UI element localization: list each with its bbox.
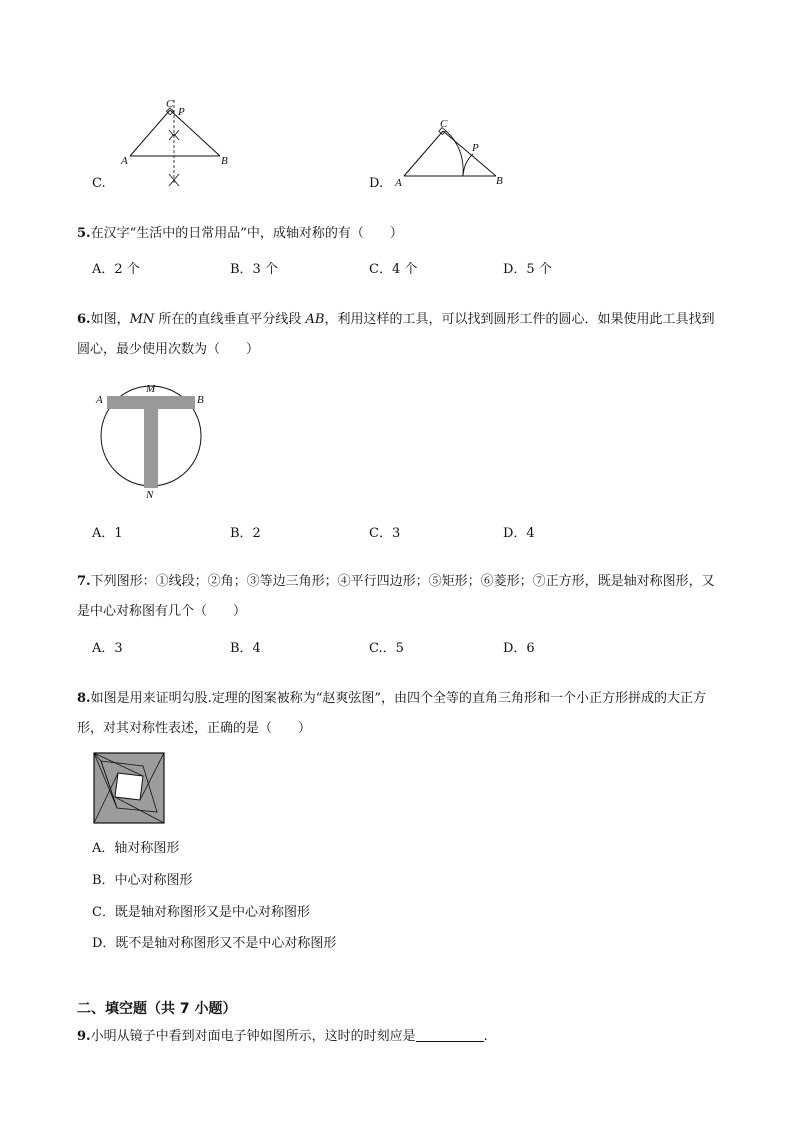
question-7-text: 下列图形：①线段；②角；③等边三角形；④平行四边形；⑤矩形；⑥菱形；⑦正方形，既是轴对称图形，又是中心对称图有几个（ ） (77, 574, 715, 619)
fig-c-label-p: P (178, 106, 185, 118)
question-5 (77, 219, 727, 249)
question-7 (77, 567, 727, 627)
q6-option-a[interactable]: A．1 (92, 526, 123, 541)
question-6-ab: AB (305, 312, 325, 327)
question-7-number: 7. (77, 574, 91, 589)
q5-option-a[interactable]: A．2 个 (92, 262, 140, 277)
question-6-number: 6. (77, 312, 91, 327)
figure-d (390, 116, 520, 192)
fig-d-label-p: P (472, 142, 479, 154)
fig-c-label-b: B (221, 155, 228, 167)
t-square-label-m: M (146, 383, 156, 395)
answer-blank[interactable] (416, 1027, 484, 1042)
question-6-text-a: 如图， (90, 312, 130, 327)
q7-option-c[interactable]: C.．5 (369, 641, 404, 656)
q6-option-c[interactable]: C．3 (369, 526, 401, 541)
question-8 (77, 684, 727, 744)
q5-option-c[interactable]: C．4 个 (369, 262, 418, 277)
q8-option-c[interactable]: C．既是轴对称图形又是中心对称图形 (92, 905, 310, 920)
fig-d-label-c: C (440, 118, 448, 130)
zhao-shuang-diagram (93, 752, 165, 824)
question-6-text-b: 所在的直线垂直平分线段 (154, 312, 306, 327)
question-6-mn: MN (129, 312, 155, 327)
q6-option-b[interactable]: B．2 (230, 526, 261, 541)
option-d-label: D. (369, 176, 384, 191)
question-8-number: 8. (77, 691, 91, 706)
question-6-text-c: ，利用这样的工具，可以找到圆形工件的圆心．如果使用此工具找到圆心，最少使用次数为（ ） (77, 312, 715, 357)
option-c-label: C. (92, 176, 106, 191)
t-square-figure (90, 380, 220, 505)
question-5-text: 在汉字“生活中的日常用品”中，成轴对称的有（ ） (90, 226, 403, 241)
q7-option-a[interactable]: A．3 (92, 641, 123, 656)
q5-option-d[interactable]: D．5 个 (503, 262, 552, 277)
zhao-shuang-drawing (93, 752, 165, 824)
q8-option-a[interactable]: A．轴对称图形 (92, 841, 180, 856)
question-9-number: 9. (77, 1029, 91, 1044)
q8-option-b[interactable]: B．中心对称图形 (92, 873, 193, 888)
question-6 (77, 305, 727, 365)
question-5-number: 5. (77, 226, 91, 241)
t-square-label-a: A (96, 394, 103, 406)
fig-d-label-b: B (496, 175, 503, 187)
question-8-text: 如图是用来证明勾股.定理的图案被称为“赵爽弦图”，由四个全等的直角三角形和一个小正方形拼成的大正方形，对其对称性表述，正确的是（ ） (77, 691, 707, 736)
q6-option-d[interactable]: D．4 (503, 526, 535, 541)
question-9-end: . (483, 1029, 488, 1044)
t-square-label-n: N (146, 489, 154, 501)
section-fill-in-title: 二、填空题（共 7 小题） (77, 1001, 237, 1017)
q7-option-d[interactable]: D．6 (503, 641, 535, 656)
question-9-text: 小明从镜子中看到对面电子钟如图所示，这时的时刻应是 (90, 1029, 416, 1044)
question-9 (77, 1022, 727, 1052)
figure-c-drawing (90, 96, 250, 196)
q5-option-b[interactable]: B．3 个 (230, 262, 278, 277)
fig-c-label-a: A (121, 155, 128, 167)
fig-c-label-c: C (166, 98, 174, 110)
q7-option-b[interactable]: B．4 (230, 641, 261, 656)
q8-option-d[interactable]: D．既不是轴对称图形又不是中心对称图形 (92, 936, 337, 951)
figure-c (90, 96, 250, 196)
t-square-label-b: B (197, 394, 204, 406)
fig-d-label-a: A (395, 177, 402, 189)
